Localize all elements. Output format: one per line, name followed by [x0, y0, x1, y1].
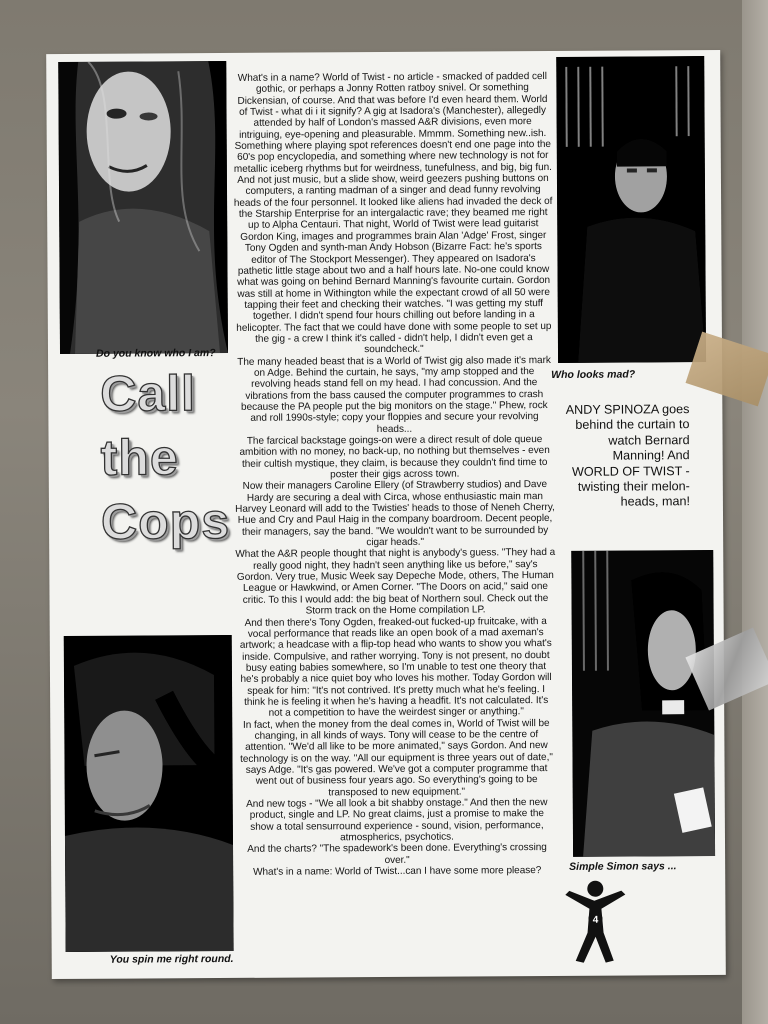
dancer-page-number [559, 873, 630, 963]
photo-top-right [556, 56, 706, 363]
standfirst: ANDY SPINOZA goes behind the curtain to watch Bernard Manning! And WORLD OF TWIST - twisting their melon-heads, man! [565, 402, 690, 510]
headline-line-2: the [100, 429, 179, 486]
article-paragraph: In fact, when the money from the deal comes in, World of Twist will be changing, in all kinds of ways. Tony will cease to be the centre of attention. "We'd all like to be more animated," says Gordon. And new technology is on the way. "All our equipment is three years out of date," says Adge. "It's gas powered. We've got a computer programme that went out of business four years ago. So everything's going to be transposed to new equipment." [240, 717, 553, 799]
photo-bottom-left [64, 635, 234, 952]
article-paragraph: What's in a name? World of Twist - no article - smacked of padded cell gothic, or perhaps a Jonny Rotten ratboy snivel. Or something Dickensian, of course. And that was before I'd even heard them. World of Twist - what di i it signify? A gig at Isadora's (Manchester), allegedly attended by half of London's massed A&R divisions, even more intriguing, eye-opening and pleasurable. Mmmm. Something new..ish. Something where playing spot references doesn't end one page into the 60's pop encyclopedia, and something where new technology is not for metallic iceberg rhythms but for weirdness, tunefulness, and big, big fun. And not just music, but a slide show, weird geezers pushing buttons on computers, a ranting madman of a singer and dead funny revolving heads of the four personnel. It looked like aliens had invaded the deck of the Starship Enterprise for an intergalactic rave; they beamed me right up to Alpha Centauri. That night, World of Twist were lead guitarist Gordon King, images and programmes brain Alan 'Adge' Frost, singer Tony Ogden and synth-man Andy Hobson (Bizarre Fact: he's sports editor of The Stockport Messenger). They appeared on Isadora's pathetic little stage about two and a half hours late. No-one could know what was going on behind Bernard Manning's favourite curtain. Gordon was still at home in Withington while the expectant crowd of all 50 were tapping their feet and checking their watches. "I was getting my stuff together. I didn't spend four hours chilling out before landing in a helicopter. The fact that we could have done with some people to set up the gig - a crew I think it's called - didn't help, I didn't even get a soundcheck." [233, 71, 553, 356]
headline [100, 361, 231, 554]
caption-top-right: Who looks mad? [551, 368, 636, 381]
page-number: 4 [592, 914, 599, 926]
photo-bottom-right [571, 550, 715, 857]
article-paragraph: And the charts? "The spadework's been done. Everything's crossing over." [247, 842, 547, 866]
article-body [232, 71, 557, 878]
article-paragraph: The farcical backstage goings-on were a direct result of dole queue ambition with no money, no back-up, no nothing but themselves - even their cultish mystique, they claim, is because they couldn't find time to poster their gigs across town. [239, 434, 550, 481]
magazine-page [46, 50, 726, 979]
article-paragraph: What the A&R people thought that night is anybody's guess. "They had a really good night, they hadn't seen anything like us before," say's Gordon. Very true, Music Week say Depeche Mode, others, The Human League or Hawkwind, or Amen Corner. "The Doors on acid," said one critic. To this I would add: the big beat of Northern soul. Check out the Storm track on the Home compilation LP. [235, 547, 556, 617]
headline-line-3: Cops [100, 492, 231, 550]
article-paragraph: And then there's Tony Ogden, freaked-out fucked-up fruitcake, with a vocal performance that reads like an open book of a mad axeman's artwork; a headcase with a flip-top head who wants to show you what's inside. Compulsive, and rather worrying. Tony is not present, no doubt busy eating babies somewhere, so I'm unable to test one theory that he's probably a nice quiet boy who loves his mother. Today Gordon will speak for him: "It's not contrived. It's pretty much what he's feeling. I think he is feeling it when he's having a headfit. It's not calculated. It's not a competition to have the weirdest singer or anything." [239, 615, 552, 719]
dancer-icon [559, 873, 630, 963]
article-paragraph: And new togs - "We all look a bit shabby onstage." And then the new product, single and LP. No great claims, just a promise to make the show a total sensurround experience - sound, vision, performance, atmospherics, psychotics. [246, 797, 548, 844]
article-paragraph: The many headed beast that is a World of Twist gig also made it's mark on Adge. Behind the curtain, he says, "my amp stopped and the revolving heads stand fell on my head. I had concussion. And the vibrations from the bass caused the computer programmes to crash because the PA people put the big monitors on the stage." Phew, rock and roll 1990s-style; copy your floppies and secure your revolving heads... [237, 354, 551, 435]
caption-bottom-right: Simple Simon says ... [569, 860, 677, 873]
article-paragraph: Now their managers Caroline Ellery (of Strawberry studios) and Dave Hardy are securing a deal with Circa, whose enthusiastic main man Harvey Leonard will add to the Twisties' heads to those of Neneh Cherry, Hue and Cry and Paul Haig in the company boardroom. Decent people, their managers, say the band. "We wouldn't want to be surrounded by cigar heads." [235, 479, 555, 549]
headline-line-1: Call [100, 365, 197, 422]
caption-bottom-left: You spin me right round. [109, 952, 234, 966]
caption-top-left: Do you know who I am? [95, 347, 216, 360]
background-edge [742, 0, 768, 1024]
photo-top-left [58, 61, 228, 354]
article-paragraph: What's in a name: World of Twist...can I have some more please? [253, 865, 542, 878]
